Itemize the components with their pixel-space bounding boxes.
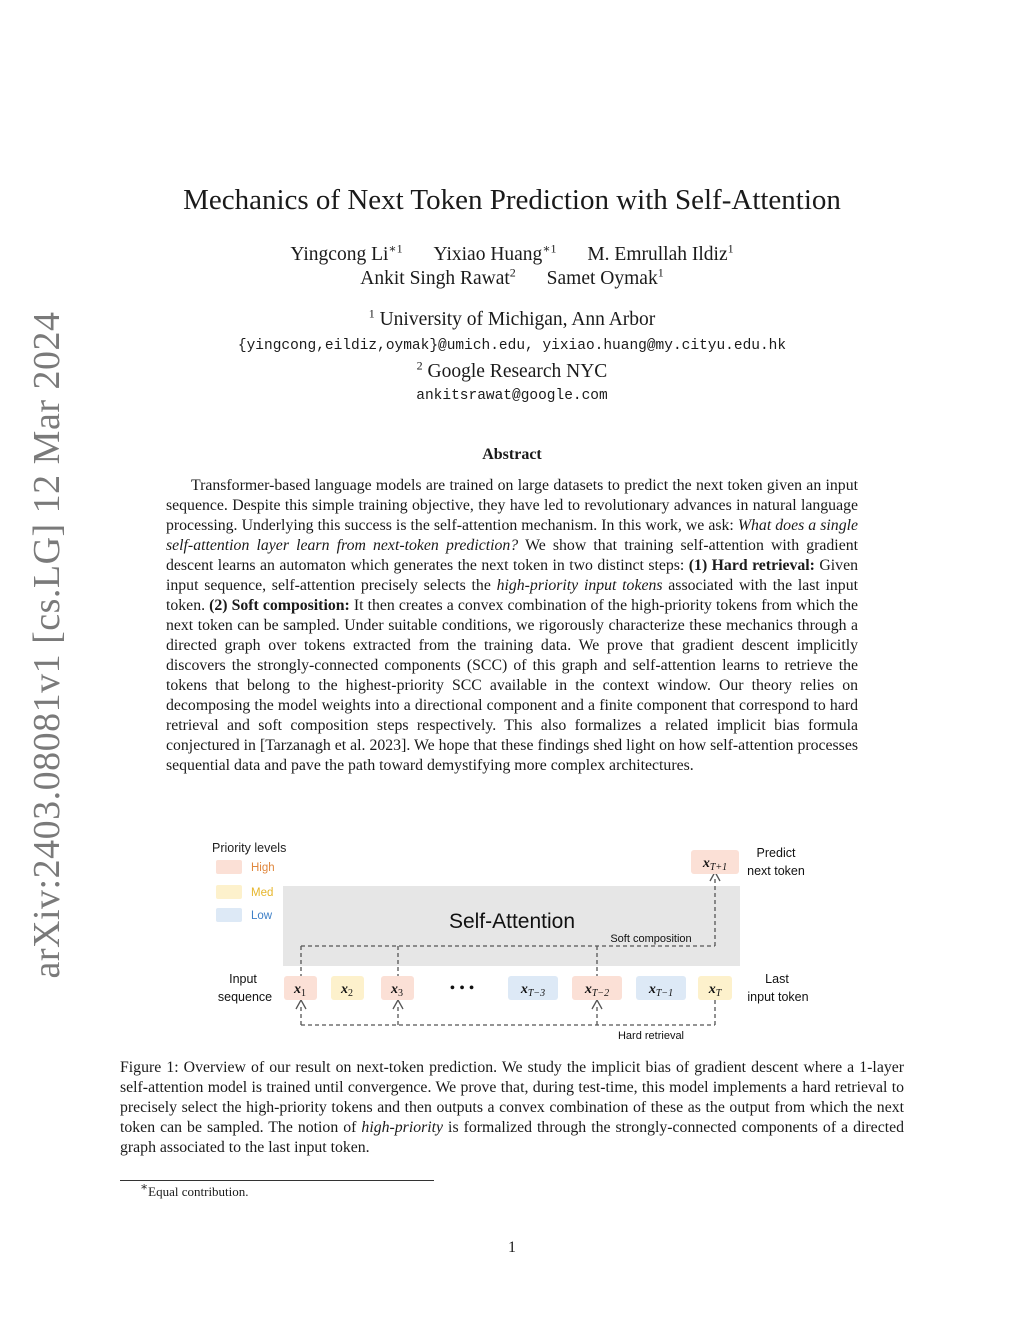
token-x2 <box>331 976 364 1000</box>
svg-text:x3: $x_3$ <box>391 982 403 999</box>
author-name: Yingcong $Li^{∗1}$ <box>290 241 403 265</box>
figure-diagram <box>200 836 840 1046</box>
ellipsis: • • • <box>449 980 475 997</box>
token-xT-1 <box>636 976 686 1000</box>
hard-retrieval-label: Hard retrieval <box>617 1030 685 1042</box>
svg-text:xT−3: $x_{T-3}$ <box>520 982 546 999</box>
abstract-text: Transformer-based language models are trained on large datasets to predict the next token given an input sequence. Despite this simple training objective, they have led to revolutionary advances in natural language processing. Underlying this success is the self-attention mechanism. In this work, we ask: What does a single self-attention layer learn from next-token prediction? We show that training self-attention with gradient descent learns an automaton which generates the next token in two distinct steps: (1) Hard retrieval: Given input sequence, self-attention precisely selects the high-priority input tokens associated with the last input token. (2) Soft composition: It then creates a convex combination of the high-priority tokens from which the next token can be sampled. Under suitable conditions, we rigorously characterize these mechanics through a directed graph over tokens extracted from the training data. We prove that gradient descent implicitly discovers the strongly-connected components (SCC) of this graph and self-attention learns to retrieve the tokens that belong to the highest-priority SCC available in the context window. Our theory relies on decomposing the model weights into a directional component and a finite component that correspond to hard retrieval and soft composition steps respectively. This also formalizes a related implicit bias formula conjectured in [Tarzanagh et al. 2023]. We hope that these findings shed light on how self-attention processes sequential data and pave the path toward demystifying more complex architectures. <box>166 477 859 774</box>
legend-swatch-low <box>216 908 242 922</box>
svg-text:x2: $x_2$ <box>341 982 353 999</box>
author-name: Samet Oymak$^1$ <box>546 265 664 289</box>
soft-composition-label: Soft composition <box>610 933 692 945</box>
legend-label-med: Med <box>251 887 274 899</box>
legend-title: Priority levels <box>212 841 287 855</box>
last-input-token-label: input token <box>747 990 809 1004</box>
svg-text:xT−1: $x_{T-1}$ <box>648 982 674 999</box>
legend-label-high: High <box>251 862 275 874</box>
page-number: 1 <box>508 1239 516 1256</box>
self-attention-label: Self-Attention <box>448 910 576 933</box>
author-name: Ankit Singh Rawat$^2$ <box>360 265 516 289</box>
affiliation-two-email: ankitsrawat@google.com <box>416 388 608 404</box>
svg-text:x1: $x_1$ <box>294 982 306 999</box>
affiliation-one-email: {yingcong,eildiz,oymak}@umich.edu, yixiao.huang@my.cityu.edu.hk <box>237 338 787 354</box>
legend-swatch-high <box>216 860 242 874</box>
svg-text:xT+1: $x_{T+1}$ <box>702 856 728 873</box>
token-xT-2 <box>572 976 622 1000</box>
predict-next-token-label: next token <box>747 864 805 878</box>
hard-retrieval-path <box>301 999 715 1025</box>
svg-text:xT: $x_T$ <box>708 982 722 999</box>
footnote: ∗Equal contribution. <box>140 1179 249 1199</box>
figure-caption: Figure 1: Overview of our result on next-token prediction. We study the implicit bias of gradient descent where a 1-layer self-attention model is trained until convergence. We prove that, during test-time, this model implements a hard retrieval to precisely select the high-priority tokens and then outputs a convex combination of these as the output from which the next token can be sampled. The notion of high-priority is formalized through the strongly-connected components of a directed graph associated to the last input token. <box>120 1059 905 1156</box>
author-list <box>0 243 1024 291</box>
predict-next-token-label: Predict <box>756 846 796 860</box>
figure-overview <box>200 836 840 1046</box>
affiliation-one: $^1$ University of Michigan, Ann Arbor <box>368 306 656 330</box>
arxiv-stamp: arXiv:2403.08081v1 [cs.LG] 12 Mar 2024 <box>26 311 68 979</box>
last-input-token-label: Last <box>765 972 789 986</box>
abstract-heading: Abstract <box>482 446 542 463</box>
author-name: Yixiao Huang$^{∗1}$ <box>433 241 557 265</box>
token-x3 <box>381 976 414 1000</box>
legend-swatch-med <box>216 885 242 899</box>
paper-title: Mechanics of Next Token Prediction with Self-Attention <box>183 184 841 216</box>
author-name: M. Emrullah Ildiz$^1$ <box>587 241 734 265</box>
token-xT+1 <box>691 850 739 874</box>
footnote-divider <box>120 1180 434 1181</box>
legend-label-low: Low <box>251 910 273 922</box>
input-sequence-label: Input <box>229 972 257 986</box>
token-x1 <box>284 976 317 1000</box>
token-xT-3 <box>508 976 558 1000</box>
affiliation-two: $^2$ Google Research NYC <box>416 358 608 382</box>
svg-text:xT−2: $x_{T-2}$ <box>584 982 610 999</box>
input-sequence-label: sequence <box>217 990 273 1004</box>
token-xT <box>698 976 732 1000</box>
